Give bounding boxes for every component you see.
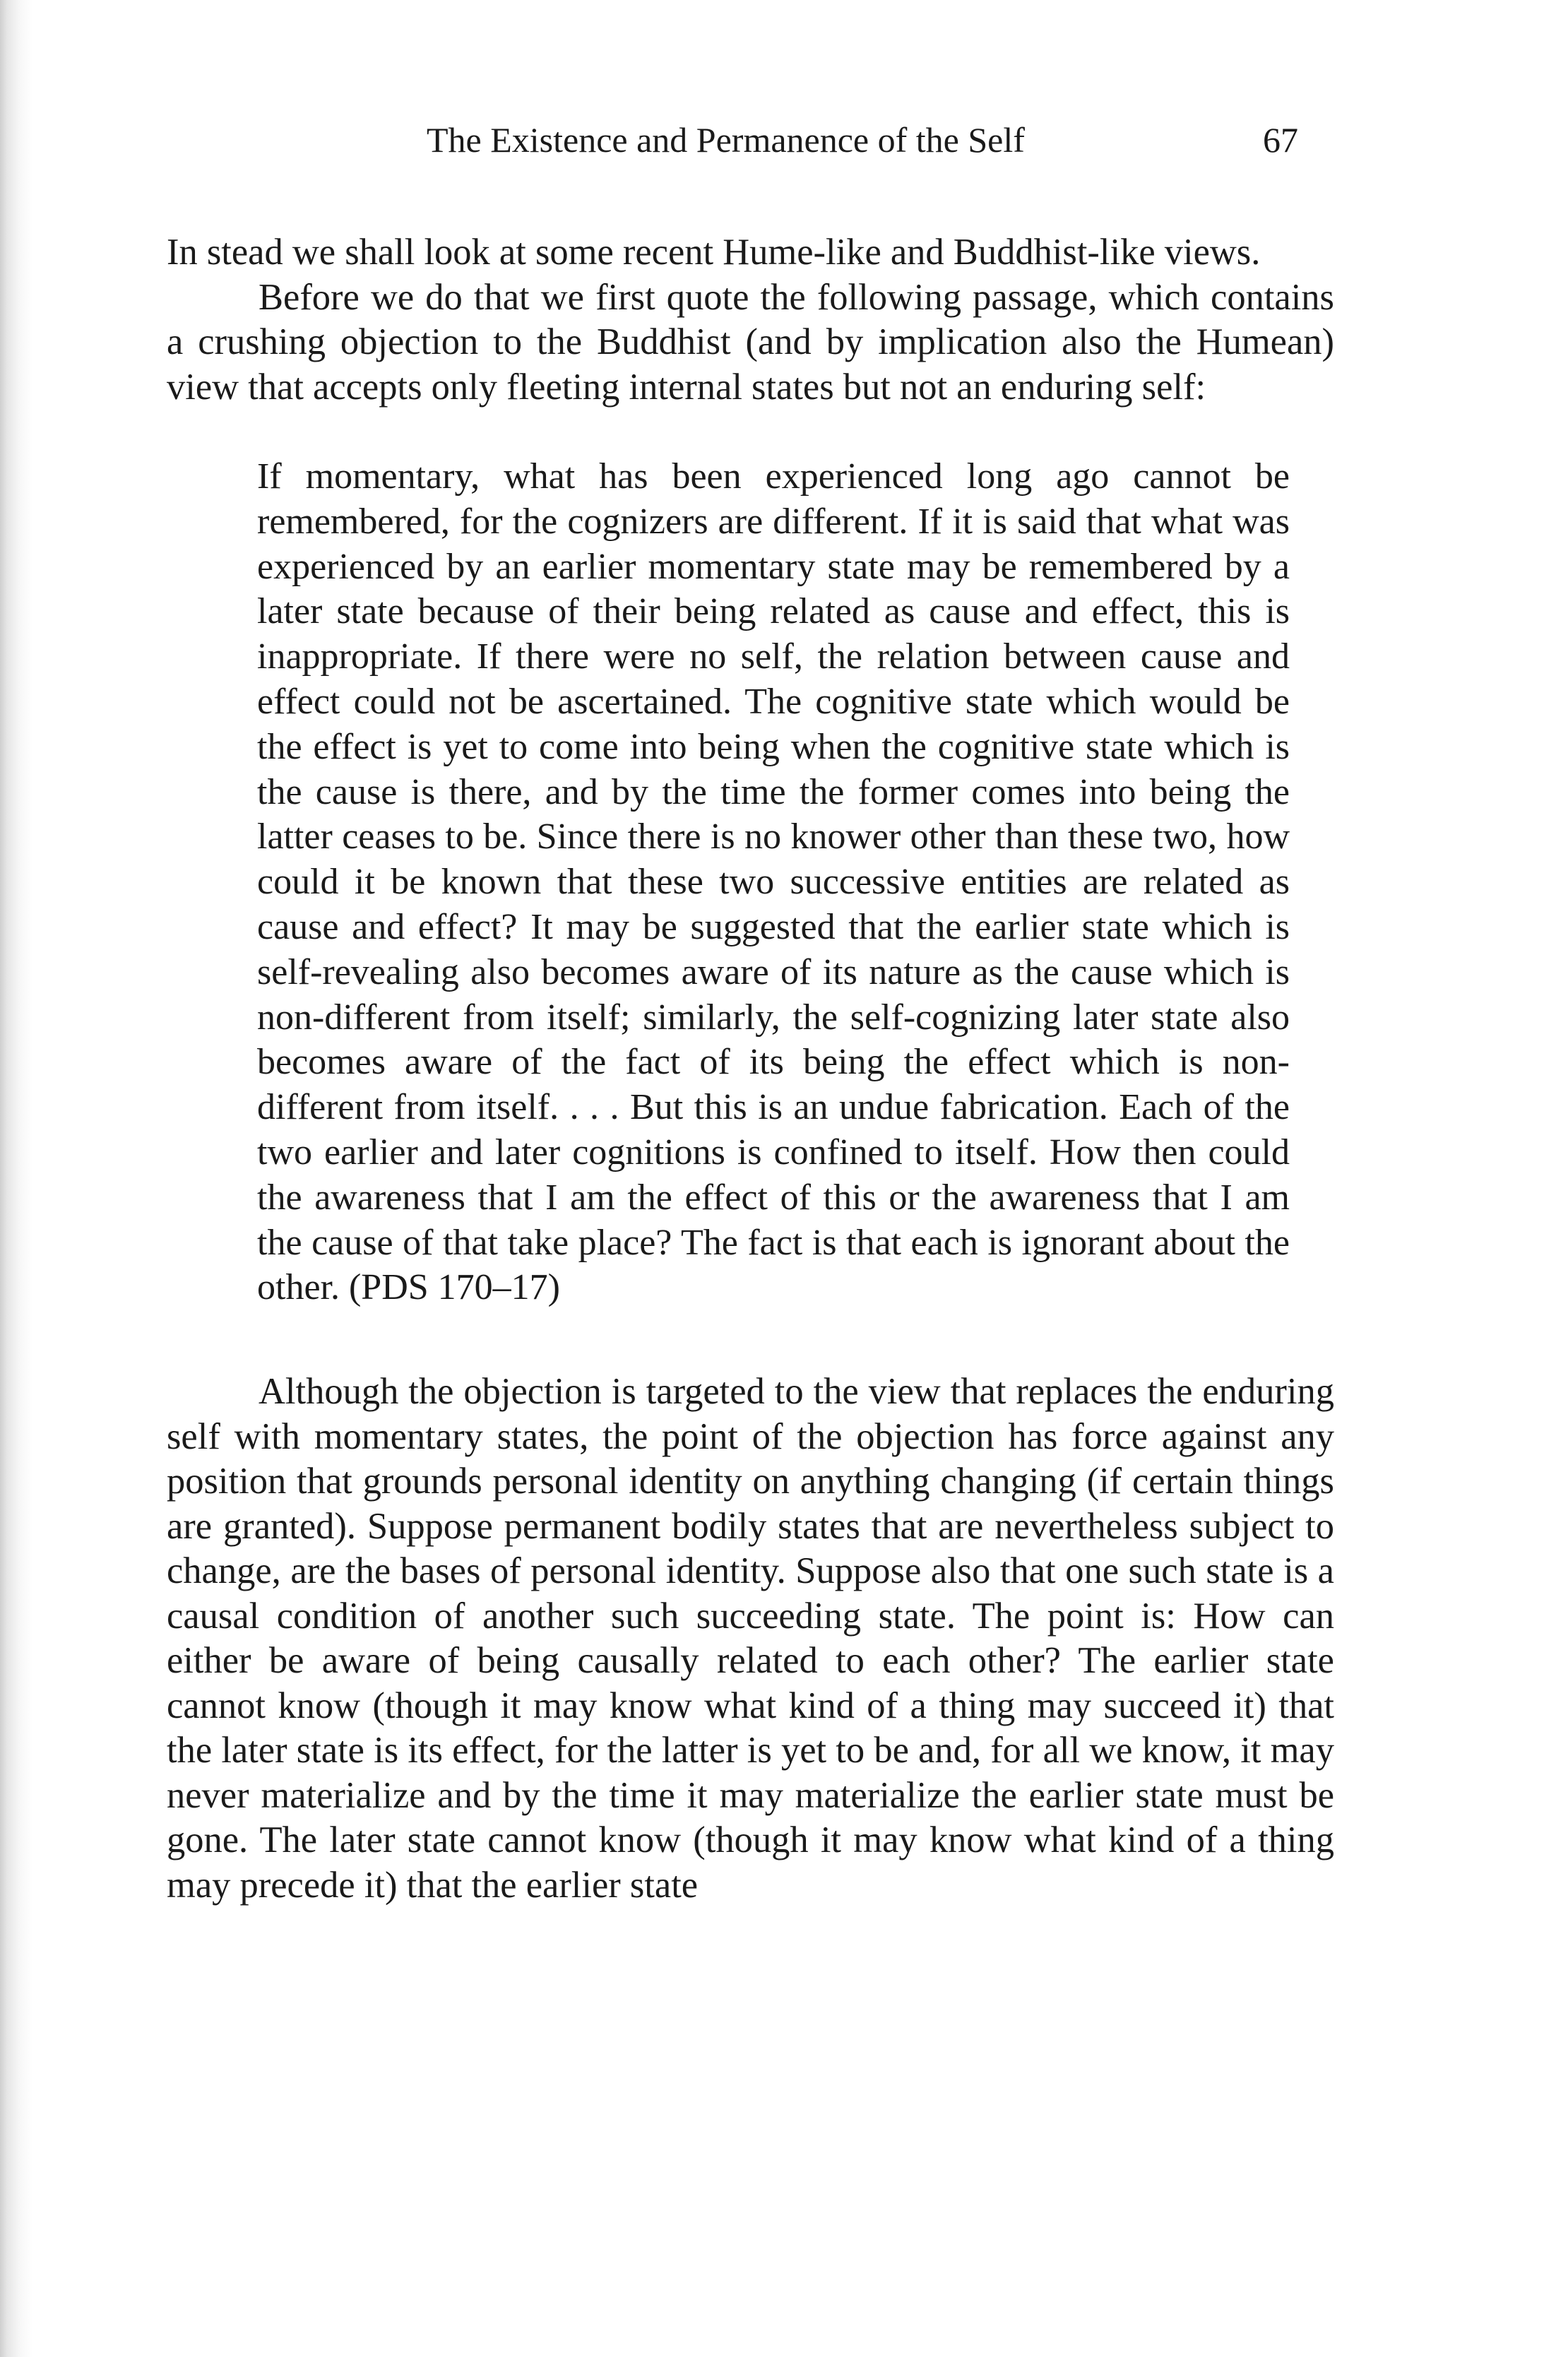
page-number: 67 [1263,120,1298,160]
scan-edge-shadow [0,0,32,2357]
body-text [167,230,1334,1908]
paragraph-2: Before we do that we first quote the following passage, which contains a crushing objection to the Buddhist (and by implication also the Humean) view that accepts only fleeting internal states but not an enduring self: [167,276,1334,408]
paragraph-1: In stead we shall look at some recent Hume-like and Buddhist-like views. [167,232,1261,273]
block-quote: If momentary, what has been experienced long ago cannot be remembered, for the cognizers are different. If it is said that what was experienced by an earlier momentary state may be remembered by a later state because of their being related as cause and effect, this is inappropriate. If there were no self, the relation between cause and effect could not be ascertained. The cognitive state which would be the effect is yet to come into being when the cognitive state which is the cause is there, and by the time the former comes into being the latter ceases to be. Since there is no knower other than these two, how could it be known that these two successive entities are related as cause and effect? It may be suggested that the earlier state which is self-revealing also becomes aware of its nature as the cause which is non-different from itself; similarly, the self-cognizing later state also becomes aware of the fact of its being the effect which is non-different from itself. . . . But this is an undue fabrication. Each of the two earlier and later cognitions is confined to itself. How then could the awareness that I am the effect of this or the awareness that I am the cause of that take place? The fact is that each is ignorant about the other. (PDS 170–17) [257,456,1290,1308]
paragraph-3: Although the objection is targeted to the view that replaces the enduring self with momentary states, the point of the objection has force against any position that grounds personal identity on anything changing (if certain things are granted). Suppose permanent bodily states that are nevertheless subject to change, are the bases of personal identity. Suppose also that one such state is a causal condition of another such succeeding state. The point is: How can either be aware of being causally related to each other? The earlier state cannot know (though it may know what kind of a thing may succeed it) that the later state is its effect, for the latter is yet to be and, for all we know, it may never materialize and by the time it may materialize the earlier state must be gone. The later state cannot know (though it may know what kind of a thing may precede it) that the earlier state [167,1371,1334,1906]
running-head: The Existence and Permanence of the Self [427,120,1025,160]
